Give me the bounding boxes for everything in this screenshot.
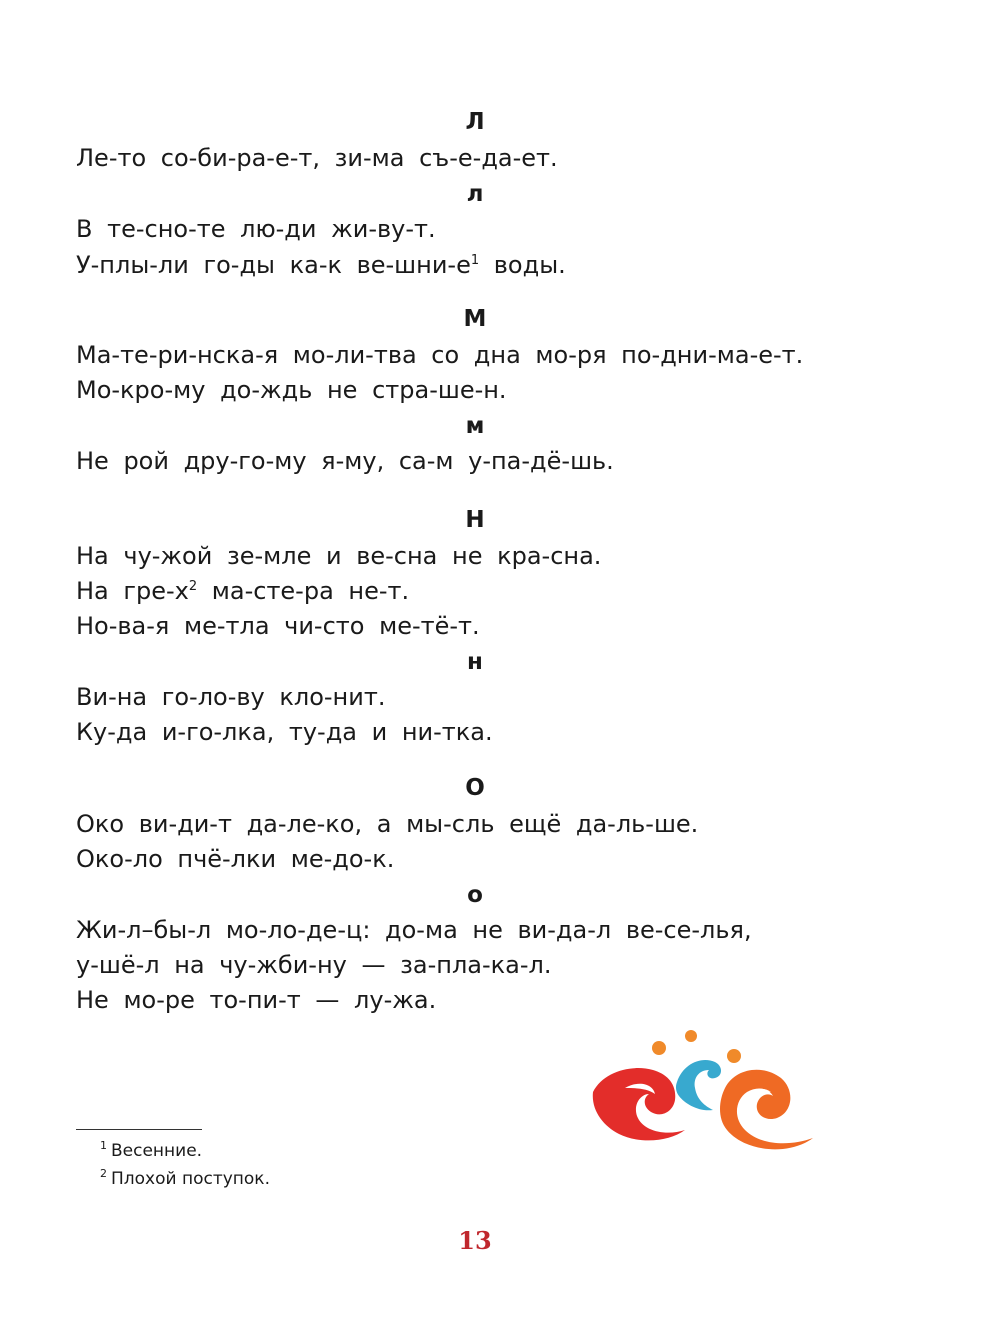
- proverb-text-tail: воды.: [479, 251, 566, 279]
- section-heading-upper-m: М: [463, 306, 487, 332]
- footnote-mark: 1: [100, 1139, 107, 1152]
- section-heading-upper-l: Л: [465, 109, 485, 135]
- proverb-line-with-footnote: [76, 576, 409, 606]
- proverb-line: Ви-на го-ло-ву кло-нит.: [76, 683, 386, 711]
- section-heading-upper-n: Н: [465, 507, 485, 533]
- proverb-line: В те-сно-те лю-ди жи-ву-т.: [76, 215, 436, 243]
- footnote-reference: 2: [188, 579, 198, 594]
- proverb-line: Жи-л–бы-л мо-ло-де-ц: до-ма не ви-да-л ве-се-лья,: [76, 916, 752, 944]
- section-heading-lower-o: о: [467, 882, 483, 908]
- footnote-divider: [76, 1129, 202, 1130]
- proverb-line: Ле-то со-би-ра-е-т, зи-ма съ-е-да-ет.: [76, 144, 558, 172]
- proverb-line: Не рой дру-го-му я-му, са-м у-па-дё-шь.: [76, 447, 614, 475]
- wave-ornament-icon: [585, 1030, 820, 1155]
- section-heading-lower-n: н: [467, 649, 483, 675]
- proverb-line: Но-ва-я ме-тла чи-сто ме-тё-т.: [76, 612, 480, 640]
- page-number: 13: [458, 1226, 492, 1255]
- footnote-1: [100, 1140, 202, 1162]
- proverb-line: Ку-да и-го-лка, ту-да и ни-тка.: [76, 718, 493, 746]
- proverb-line: Ма-те-ри-нска-я мо-ли-тва со дна мо-ря по-дни-ма-е-т.: [76, 341, 804, 369]
- section-heading-upper-o: О: [465, 775, 485, 801]
- footnote-text: Весенние.: [111, 1141, 203, 1161]
- footnote-2: [100, 1168, 270, 1190]
- proverb-line: Око-ло пчё-лки ме-до-к.: [76, 845, 395, 873]
- proverb-line: Мо-кро-му до-ждь не стра-ше-н.: [76, 376, 507, 404]
- proverb-line: у-шё-л на чу-жби-ну — за-пла-ка-л.: [76, 951, 552, 979]
- proverb-text: У-плы-ли го-ды ка-к ве-шни-е: [76, 251, 471, 279]
- section-heading-lower-l: л: [466, 181, 484, 207]
- footnote-text: Плохой поступок.: [111, 1169, 270, 1189]
- proverb-line: Око ви-ди-т да-ле-ко, а мы-сль ещё да-ль-ше.: [76, 810, 699, 838]
- proverb-line: На чу-жой зе-мле и ве-сна не кра-сна.: [76, 542, 602, 570]
- proverb-line: Не мо-ре то-пи-т — лу-жа.: [76, 986, 437, 1014]
- footnote-reference: 1: [470, 253, 480, 268]
- proverb-text: На гре-х: [76, 577, 189, 605]
- section-heading-lower-m: м: [465, 413, 485, 439]
- proverb-line-with-footnote: [76, 250, 566, 280]
- footnote-mark: 2: [100, 1167, 107, 1180]
- proverb-text-tail: ма-сте-ра не-т.: [197, 577, 410, 605]
